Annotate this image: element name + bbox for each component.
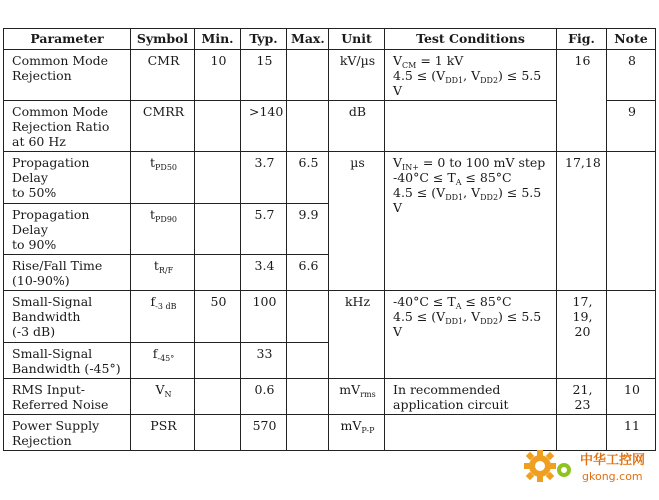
min-cell <box>195 379 241 415</box>
min-cell <box>195 204 241 255</box>
note-cell: 10 <box>607 379 656 415</box>
param-cell: Small-Signal Bandwidth (-45°) <box>4 343 131 379</box>
typ-cell: 570 <box>241 415 287 451</box>
test-conditions-cell <box>385 152 557 291</box>
typ-cell: 100 <box>241 291 287 343</box>
max-cell <box>287 415 329 451</box>
tc-line: $4.5 \le (V_{DD1}$, $V_{DD2}) \le 5.5$ V <box>393 185 542 215</box>
table-row-cmr <box>4 50 656 101</box>
typ-cell: 3.7 <box>241 152 287 204</box>
table-row-tpd50 <box>4 152 656 204</box>
header-unit: Unit <box>329 29 385 50</box>
typ-cell: 15 <box>241 50 287 101</box>
unit-cell: µs <box>329 152 385 291</box>
param-cell: Rise/Fall Time (10-90%) <box>4 255 131 291</box>
symbol-cell: $t_{PD50}$ <box>131 152 195 204</box>
test-conditions-cell <box>385 101 557 152</box>
param-cell: Propagation Delay to 90% <box>4 204 131 255</box>
unit-cell: $mV_{P-P}$ <box>329 415 385 451</box>
max-cell: 6.5 <box>287 152 329 204</box>
note-cell: 8 <box>607 50 656 101</box>
note-cell <box>607 152 656 291</box>
table-row-f3db <box>4 291 656 343</box>
fig-cell: 17, 19, 20 <box>557 291 607 379</box>
header-max: Max. <box>287 29 329 50</box>
max-cell <box>287 379 329 415</box>
symbol-cell: $V_N$ <box>131 379 195 415</box>
tc-line: $V_{CM} = 1$ kV <box>393 53 464 70</box>
min-cell: 10 <box>195 50 241 101</box>
symbol-cell: $t_{PD90}$ <box>131 204 195 255</box>
typ-cell: 33 <box>241 343 287 379</box>
header-fig: Fig. <box>557 29 607 50</box>
fig-cell: 21, 23 <box>557 379 607 415</box>
max-cell <box>287 291 329 343</box>
test-conditions-cell <box>385 50 557 101</box>
param-cell: Common Mode Rejection Ratio at 60 Hz <box>4 101 131 152</box>
fig-cell: 17,18 <box>557 152 607 291</box>
unit-cell: kHz <box>329 291 385 379</box>
unit-cell: kV/µs <box>329 50 385 101</box>
header-row <box>4 29 656 50</box>
typ-cell: 5.7 <box>241 204 287 255</box>
symbol-cell: $f_{-45^\circ}$ <box>131 343 195 379</box>
typ-cell: >140 <box>241 101 287 152</box>
unit-cell: dB <box>329 101 385 152</box>
header-parameter: Parameter <box>4 29 131 50</box>
header-test-conditions: Test Conditions <box>385 29 557 50</box>
watermark-url: gkong.com <box>582 470 643 483</box>
param-line: Rejection <box>12 68 72 83</box>
header-note: Note <box>607 29 656 50</box>
max-cell <box>287 50 329 101</box>
symbol-cell: CMR <box>131 50 195 101</box>
param-cell: Power Supply Rejection <box>4 415 131 451</box>
param-cell: Propagation Delay to 50% <box>4 152 131 204</box>
min-cell <box>195 152 241 204</box>
unit-cell: $mV_{rms}$ <box>329 379 385 415</box>
tc-line: $V_{IN+} = 0$ to 100 mV step <box>393 155 546 172</box>
param-cell <box>4 50 131 101</box>
tc-line: $4.5 \le (V_{DD1}$, $V_{DD2}) \le 5.5$ V <box>393 68 542 98</box>
param-line: Common Mode <box>12 53 109 68</box>
symbol-cell: $t_{R/F}$ <box>131 255 195 291</box>
note-cell: 9 <box>607 101 656 152</box>
min-cell <box>195 415 241 451</box>
gear-icon <box>524 450 571 482</box>
note-cell: 11 <box>607 415 656 451</box>
tc-line: $-40^\circ C \le T_A \le 85^\circ C$ <box>393 170 512 187</box>
param-cell: Small-Signal Bandwidth (-3 dB) <box>4 291 131 343</box>
spec-table <box>3 28 656 451</box>
min-cell: 50 <box>195 291 241 343</box>
note-cell <box>607 291 656 379</box>
watermark-brand: 中华工控网 <box>580 453 646 468</box>
max-cell: 9.9 <box>287 204 329 255</box>
param-cell: RMS Input- Referred Noise <box>4 379 131 415</box>
typ-cell: 0.6 <box>241 379 287 415</box>
max-cell <box>287 343 329 379</box>
symbol-cell: PSR <box>131 415 195 451</box>
header-symbol: Symbol <box>131 29 195 50</box>
tc-line: $4.5 \le (V_{DD1}$, $V_{DD2}) \le 5.5$ V <box>393 309 542 339</box>
min-cell <box>195 343 241 379</box>
gkong-watermark-logo <box>520 440 650 492</box>
header-typ: Typ. <box>241 29 287 50</box>
min-cell <box>195 101 241 152</box>
max-cell <box>287 101 329 152</box>
test-conditions-cell <box>385 291 557 379</box>
max-cell: 6.6 <box>287 255 329 291</box>
test-conditions-cell: In recommended application circuit <box>385 379 557 415</box>
header-min: Min. <box>195 29 241 50</box>
table-row-vn <box>4 379 656 415</box>
symbol-cell: CMRR <box>131 101 195 152</box>
typ-cell: 3.4 <box>241 255 287 291</box>
tc-line: $-40^\circ C \le T_A \le 85^\circ C$ <box>393 294 512 311</box>
fig-cell: 16 <box>557 50 607 152</box>
min-cell <box>195 255 241 291</box>
symbol-cell: $f_{-3 dB}$ <box>131 291 195 343</box>
